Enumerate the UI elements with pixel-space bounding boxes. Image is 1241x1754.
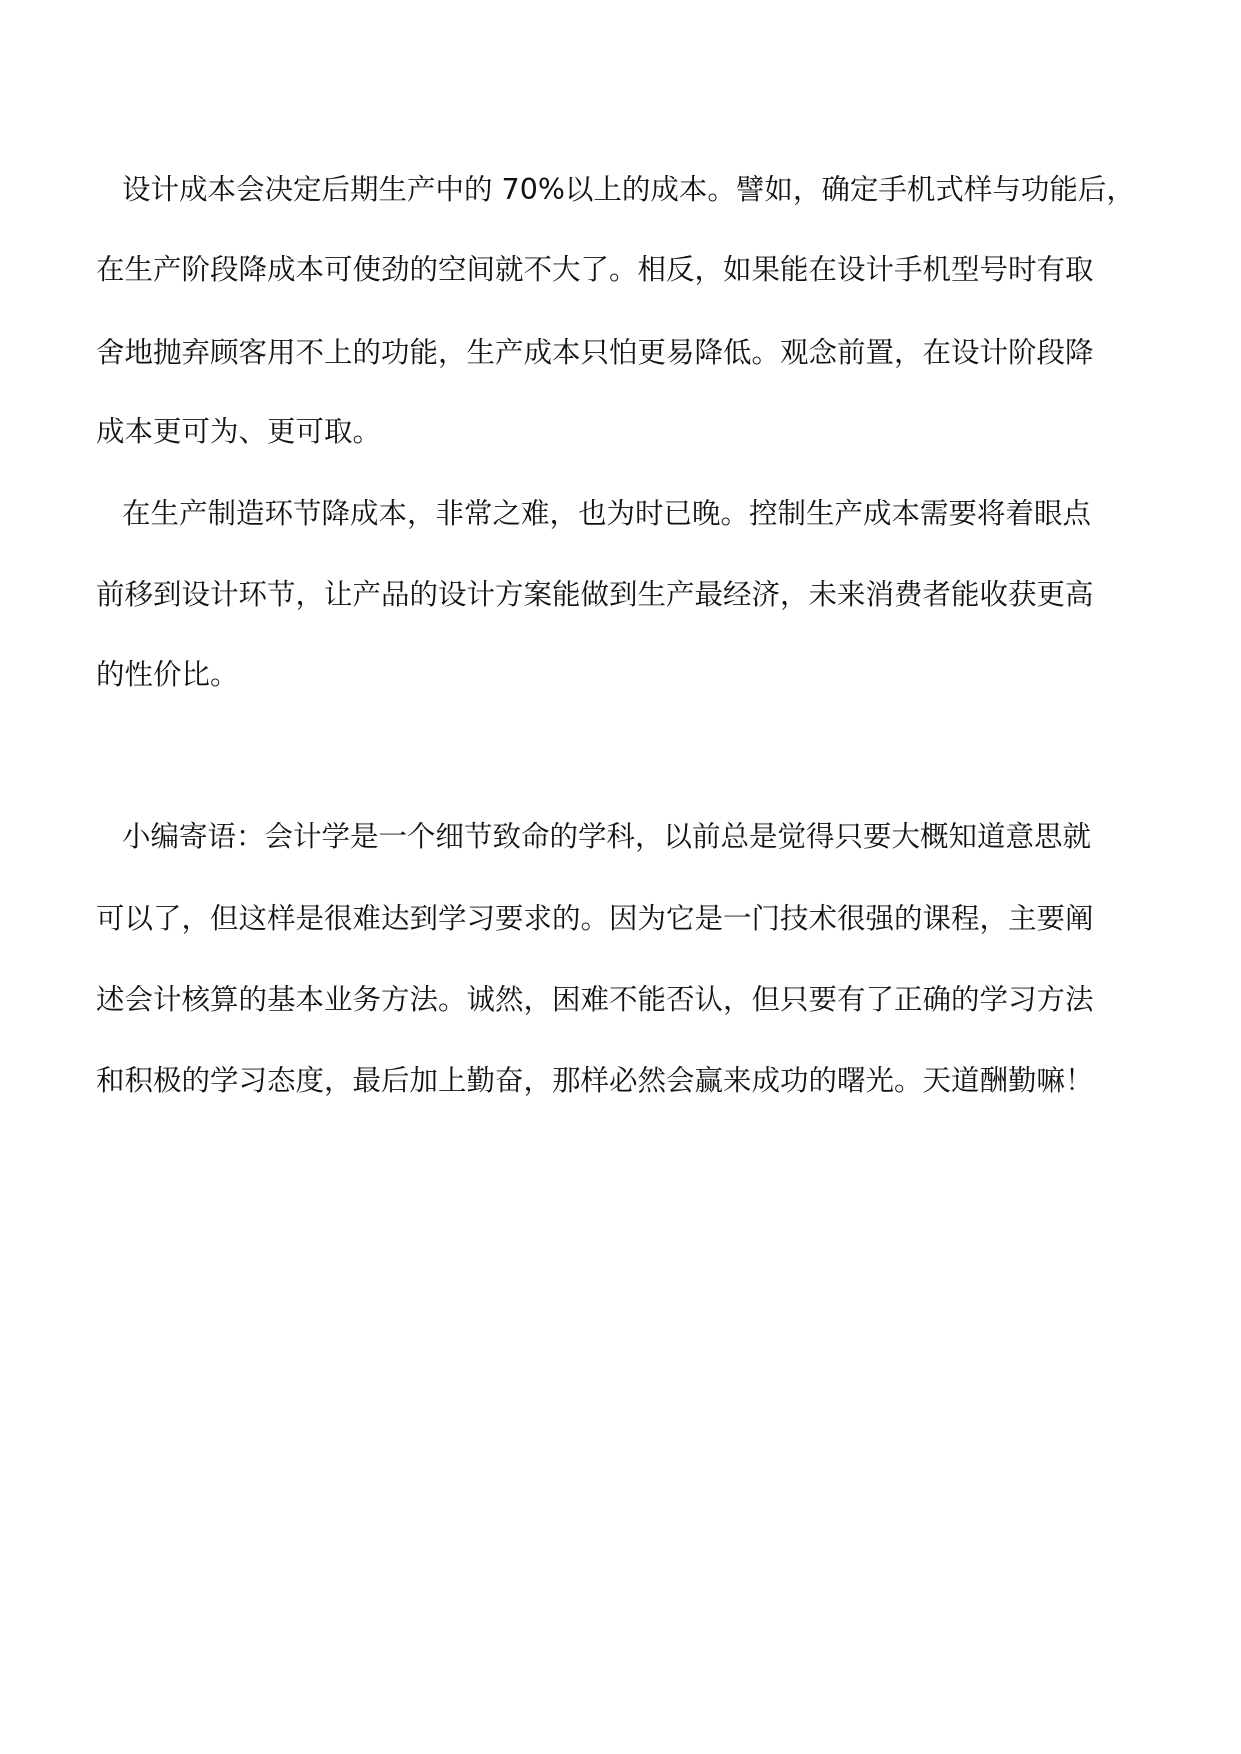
text-line: 在生产制造环节降成本，非常之难，也为时已晚。控制生产成本需要将着眼点 <box>122 497 1092 530</box>
text-line: 成本更可为、更可取。 <box>96 415 382 448</box>
text-line: 述会计核算的基本业务方法。诚然，困难不能否认，但只要有了正确的学习方法 <box>96 983 1094 1016</box>
text-line: 设计成本会决定后期生产中的 70%以上的成本。譬如，确定手机式样与功能后， <box>122 173 1135 206</box>
text-line: 前移到设计环节，让产品的设计方案能做到生产最经济，未来消费者能收获更高 <box>96 578 1094 611</box>
text-line: 和积极的学习态度，最后加上勤奋，那样必然会赢来成功的曙光。天道酬勤嘛！ <box>96 1064 1094 1097</box>
text-line: 可以了，但这样是很难达到学习要求的。因为它是一门技术很强的课程，主要阐 <box>96 902 1094 935</box>
text-line: 舍地抛弃顾客用不上的功能，生产成本只怕更易降低。观念前置，在设计阶段降 <box>96 336 1094 369</box>
text-line: 的性价比。 <box>96 658 239 691</box>
text-line: 小编寄语：会计学是一个细节致命的学科，以前总是觉得只要大概知道意思就 <box>122 820 1092 853</box>
text-line: 在生产阶段降成本可使劲的空间就不大了。相反，如果能在设计手机型号时有取 <box>96 253 1094 286</box>
